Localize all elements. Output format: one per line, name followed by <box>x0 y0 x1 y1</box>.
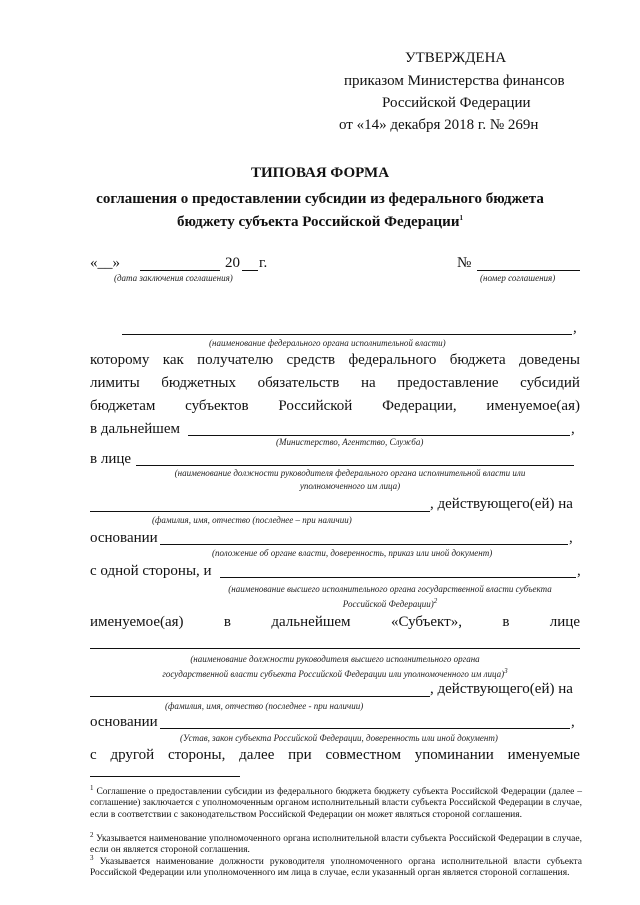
basis2-caption: (Устав, закон субъекта Российской Федерации, доверенность или иной документ) <box>180 733 498 743</box>
head-caption-1: (наименование должности руководителя федерального органа исполнительной власти или <box>174 468 526 478</box>
head-caption-2: уполномоченного им лица) <box>299 481 401 491</box>
head2-caption-1: (наименование должности руководителя высшего исполнительного органа <box>190 654 480 664</box>
fio2-caption: (фамилия, имя, отчество (последнее - при наличии) <box>165 701 364 711</box>
basis2-line <box>160 728 570 729</box>
footnote-3: $^3$ Указывается наименование должности руководителя уполномоченного органа исполнительной власти субъекта Российской Федерации или уполномоченного им лица в случае, если указанный орган является стороной соглашения. <box>90 854 582 879</box>
fio-caption: (фамилия, имя, отчество (последнее – при наличии) <box>152 515 352 525</box>
approval-title: УТВЕРЖДЕНА <box>405 50 507 66</box>
footnote-2: $^2$ Указывается наименование уполномоченного органа исполнительной власти субъекта Российской Федерации в случае, если он является стороной соглашения. <box>90 831 582 856</box>
para-line-3: бюджетам субъектов Российской Федерации, именуемое(ая) <box>90 398 580 414</box>
form-title: ТИПОВАЯ ФОРМА <box>250 165 390 181</box>
ministry-caption: (Министерство, Агентство, Служба) <box>276 437 424 447</box>
footnote-1: $^1$ Соглашение о предоставлении субсидии из федерального бюджета бюджету субъекта Российской Федерации (далее – соглашение) заключается с уполномоченным органом исполнительный власти субъекта Российской Федерации в случае, если в соответствии с законодательством Российской Федерации он может являться стороной соглашения. <box>90 784 582 820</box>
para-line-2: лимиты бюджетных обязательств на предоставление субсидий <box>90 375 580 391</box>
basis-caption: (положение об органе власти, доверенность, приказ или иной документ) <box>212 548 493 558</box>
date-month-line <box>140 270 220 271</box>
number-sign: № <box>457 255 472 271</box>
number-caption: (номер соглашения) <box>480 273 556 283</box>
one-side-label: с одной стороны, и <box>90 563 212 579</box>
authority-caption: (наименование федерального органа исполнительной власти) <box>209 338 446 348</box>
acting-label: , действующего(ей) на <box>430 496 573 512</box>
date-year-prefix: 20 <box>225 255 240 271</box>
subject-caption-2: Российской Федерации)$^2$ <box>342 597 438 609</box>
subject-caption-1: (наименование высшего исполнительного органа государственной власти субъекта <box>228 584 552 594</box>
basis-line <box>160 544 568 545</box>
document-page: УТВЕРЖДЕНА приказом Министерства финансов Российской Федерации от «14» декабря 2018 г. № 269н ТИПОВАЯ ФОРМА соглашения о предоставлении субсидии из федерального бюджета бюджету субъекта Российской Федерации$^1$ «__» 20 г. № (дата заключения соглашения) (номер соглашения) , (наименование федерального органа исполнительной власти) которому как получателю средств федерального бюджета доведены лимиты бюджетных обязательств на предоставление субсидий бюджетам субъектов Российской Федерации, именуемое(ая) в дальнейшем , (Министерство, Агентство, Служба) в лице (наименование должности руководителя федерального органа исполнительной власти или уполномоченного им лица) , действующего(ей) на (фамилия, имя, отчество (последнее – при наличии) основании , (положение об органе власти, доверенность, приказ или иной документ) с одной стороны, и , (наименование высшего исполнительного органа государственной власти субъекта Российской Федерации)$^2$ именуемое(ая) в дальнейшем «Субъект», в лице (наименование должности руководителя высшего исполнительного органа государственной власти субъекта Российской Федерации или уполномоченного им лица)$^3$ , действующего(ей) на (фамилия, имя, отчество (последнее - при наличии) основании , (Устав, закон субъекта Российской Федерации, доверенность или иной документ) с другой стороны, далее при совместном упоминании именуемые $^1$ Соглашение о предоставлении субсидии из федерального бюджета бюджету субъекта Российской Федерации (далее – соглашение) заключается с уполномоченным органом исполнительный власти субъекта Российской Федерации в случае, если в соответствии с законодательством Российской Федерации он может являться стороной соглашения. $^2$ Указывается наименование уполномоченного органа исполнительной власти субъекта Российской Федерации в случае, если он является стороной соглашения. $^3$ Указывается наименование должности руководителя уполномоченного органа исполнительной власти субъекта Российской Федерации или уполномоченного им лица в случае, если указанный орган является стороной соглашения. <box>0 0 640 905</box>
date-year-line <box>242 270 258 271</box>
date-day: «__» <box>90 255 120 271</box>
date-year-suffix: г. <box>259 255 268 271</box>
ministry-line <box>188 435 570 436</box>
basis-label: основании <box>90 530 158 546</box>
fio-line <box>90 511 430 512</box>
head-position-line <box>136 465 574 466</box>
form-subtitle-2: бюджету субъекта Российской Федерации$^1$ <box>177 214 463 230</box>
in-person-label: в лице <box>90 451 132 467</box>
approval-line-1: приказом Министерства финансов <box>344 73 565 89</box>
form-subtitle-1: соглашения о предоставлении субсидии из федерального бюджета <box>96 191 544 207</box>
head2-position-line <box>90 648 580 649</box>
date-caption: (дата заключения соглашения) <box>114 273 233 283</box>
head2-caption-2: государственной власти субъекта Российской Федерации или уполномоченного им лица)$^3$ <box>162 667 508 679</box>
authority-line <box>122 334 572 335</box>
para-line-4: в дальнейшем <box>90 421 180 437</box>
number-line <box>477 270 580 271</box>
fio2-line <box>90 696 430 697</box>
acting2-label: , действующего(ей) на <box>430 681 573 697</box>
footnote-separator <box>90 776 240 777</box>
last-line: с другой стороны, далее при совместном упоминании именуемые <box>90 747 580 763</box>
named-line: именуемое(ая) в дальнейшем «Субъект», в лице <box>90 614 580 630</box>
approval-line-3: от «14» декабря 2018 г. № 269н <box>339 117 539 133</box>
approval-line-2: Российской Федерации <box>382 95 531 111</box>
basis2-label: основании <box>90 714 158 730</box>
para-line-1: которому как получателю средств федерального бюджета доведены <box>90 352 580 368</box>
subject-line <box>220 577 576 578</box>
